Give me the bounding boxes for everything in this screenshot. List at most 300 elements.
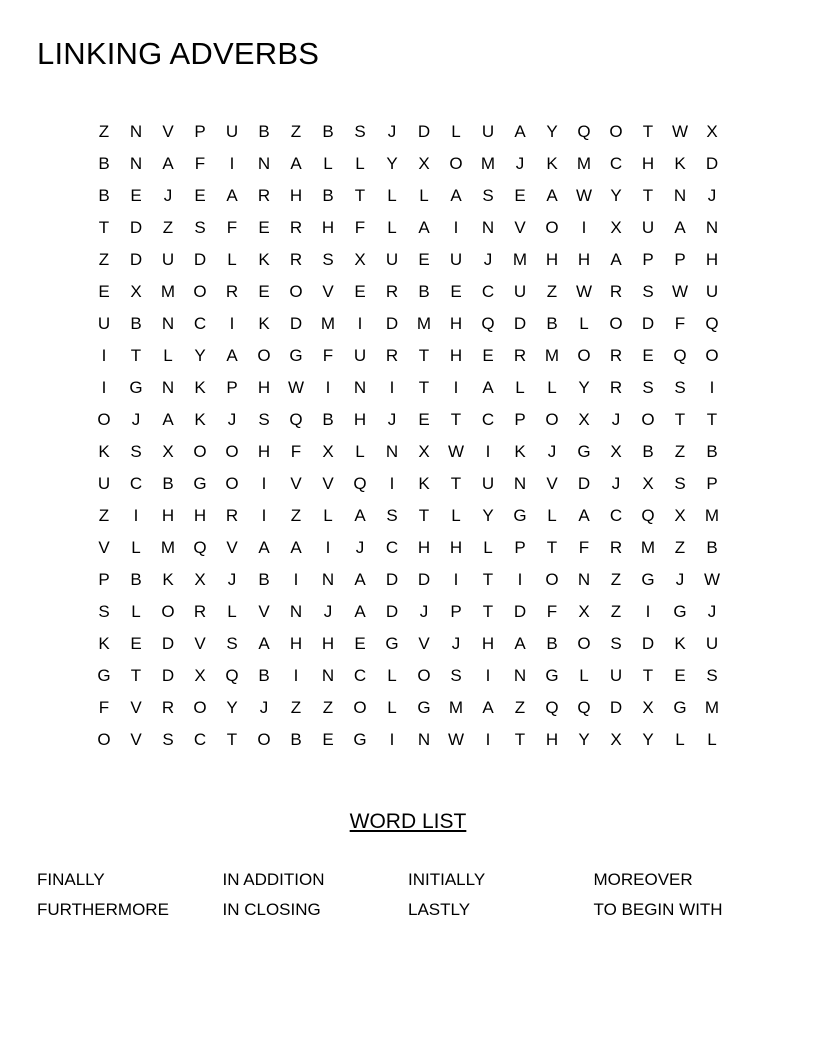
grid-letter: L (515, 378, 525, 397)
grid-letter: R (193, 602, 207, 621)
grid-letter: P (98, 570, 110, 589)
grid-letter: P (642, 250, 654, 269)
grid-letter: W (703, 570, 721, 589)
grid-letter: O (193, 698, 207, 717)
grid-letter: X (162, 442, 174, 461)
grid-letter: D (385, 314, 399, 333)
grid-letter: X (642, 698, 654, 717)
grid-letter: N (705, 218, 719, 237)
grid-letter: A (354, 570, 366, 589)
grid-letter: J (611, 474, 621, 493)
grid-letter: M (704, 698, 720, 717)
grid-letter: I (325, 538, 331, 557)
grid-letter: M (544, 346, 560, 365)
grid-letter: B (130, 314, 142, 333)
grid-letter: D (129, 250, 143, 269)
word-list-item: IN CLOSING (222, 900, 321, 919)
grid-letter: Y (386, 154, 398, 173)
grid-letter: A (354, 506, 366, 525)
grid-letter: T (642, 122, 654, 141)
grid-letter: C (385, 538, 399, 557)
grid-letter: I (229, 314, 235, 333)
grid-letter: E (450, 282, 462, 301)
grid-letter: G (97, 666, 111, 685)
grid-letter: L (387, 218, 397, 237)
grid-letter: I (453, 570, 459, 589)
grid-letter: A (450, 186, 462, 205)
grid-letter: O (257, 346, 271, 365)
grid-letter: I (453, 378, 459, 397)
grid-letter: D (385, 602, 399, 621)
grid-letter: Q (193, 538, 207, 557)
grid-letter: E (258, 282, 270, 301)
grid-letter: I (261, 474, 267, 493)
grid-letter: Z (674, 538, 686, 557)
grid-letter: J (227, 570, 237, 589)
grid-letter: A (226, 186, 238, 205)
grid-letter: X (610, 218, 622, 237)
grid-letter: W (575, 282, 593, 301)
grid-letter: D (289, 314, 303, 333)
grid-letter: I (293, 666, 299, 685)
grid-letter: T (354, 186, 366, 205)
grid-letter: B (130, 570, 142, 589)
grid-letter: N (161, 314, 175, 333)
grid-letter: N (417, 730, 431, 749)
grid-letter: B (290, 730, 302, 749)
grid-letter: I (133, 506, 139, 525)
grid-letter: E (354, 282, 366, 301)
grid-letter: S (322, 250, 334, 269)
grid-letter: V (418, 634, 430, 653)
grid-letter: P (514, 538, 526, 557)
word-list-item: FINALLY (37, 870, 105, 889)
grid-letter: X (194, 666, 206, 685)
grid-letter: B (98, 186, 110, 205)
grid-letter: A (418, 218, 430, 237)
grid-letter: D (641, 634, 655, 653)
grid-letter: C (193, 314, 207, 333)
grid-letter: S (130, 442, 142, 461)
grid-letter: L (131, 538, 141, 557)
grid-letter: Z (98, 250, 110, 269)
grid-letter: J (355, 538, 365, 557)
grid-letter: W (575, 186, 593, 205)
grid-letter: J (419, 602, 429, 621)
grid-letter: L (163, 346, 173, 365)
grid-letter: S (450, 666, 462, 685)
grid-letter: Q (577, 698, 591, 717)
grid-letter: D (577, 474, 591, 493)
grid-letter: M (640, 538, 656, 557)
grid-letter: G (513, 506, 527, 525)
grid-letter: D (417, 570, 431, 589)
grid-letter: N (289, 602, 303, 621)
grid-letter: N (353, 378, 367, 397)
grid-letter: N (513, 666, 527, 685)
grid-letter: L (323, 154, 333, 173)
grid-letter: H (257, 442, 271, 461)
grid-letter: O (577, 634, 591, 653)
grid-letter: H (449, 346, 463, 365)
grid-letter: O (545, 570, 559, 589)
grid-letter: R (225, 282, 239, 301)
grid-letter: L (227, 602, 237, 621)
grid-letter: L (451, 506, 461, 525)
grid-letter: S (354, 122, 366, 141)
grid-letter: N (129, 154, 143, 173)
grid-letter: O (641, 410, 655, 429)
grid-letter: R (289, 250, 303, 269)
grid-letter: T (642, 186, 654, 205)
grid-letter: O (449, 154, 463, 173)
grid-letter: C (481, 282, 495, 301)
grid-letter: J (675, 570, 685, 589)
grid-letter: M (160, 538, 176, 557)
grid-letter: A (290, 154, 302, 173)
grid-letter: C (481, 410, 495, 429)
grid-letter: H (289, 186, 303, 205)
grid-letter: D (193, 250, 207, 269)
grid-letter: N (513, 474, 527, 493)
grid-letter: U (353, 346, 367, 365)
grid-letter: I (389, 378, 395, 397)
grid-letter: K (194, 378, 206, 397)
grid-letter: A (290, 538, 302, 557)
grid-letter: E (130, 634, 142, 653)
grid-letter: I (453, 218, 459, 237)
grid-letter: O (193, 282, 207, 301)
grid-letter: I (101, 378, 107, 397)
grid-letter: T (418, 346, 430, 365)
grid-letter: T (514, 730, 526, 749)
grid-letter: X (610, 442, 622, 461)
grid-letter: H (577, 250, 591, 269)
grid-letter: U (481, 474, 495, 493)
grid-letter: V (514, 218, 526, 237)
grid-letter: K (194, 410, 206, 429)
grid-letter: X (674, 506, 686, 525)
grid-letter: D (161, 666, 175, 685)
grid-letter: F (194, 154, 206, 173)
word-list-title: WORD LIST (349, 810, 467, 833)
grid-letter: M (576, 154, 592, 173)
grid-letter: R (385, 346, 399, 365)
grid-letter: I (645, 602, 651, 621)
grid-letter: T (130, 666, 142, 685)
grid-letter: D (417, 122, 431, 141)
grid-letter: B (162, 474, 174, 493)
grid-letter: Y (642, 730, 654, 749)
word-search-grid (88, 116, 728, 756)
grid-letter: A (610, 250, 622, 269)
grid-letter: G (577, 442, 591, 461)
grid-letter: J (483, 250, 493, 269)
grid-letter: H (257, 378, 271, 397)
grid-letter: J (707, 602, 717, 621)
grid-letter: Z (610, 602, 622, 621)
grid-letter: E (418, 410, 430, 429)
grid-letter: H (161, 506, 175, 525)
grid-letter: V (130, 730, 142, 749)
grid-letter: I (389, 730, 395, 749)
grid-letter: B (418, 282, 430, 301)
grid-letter: S (674, 474, 686, 493)
grid-letter: U (161, 250, 175, 269)
grid-letter: O (161, 602, 175, 621)
grid-letter: I (709, 378, 715, 397)
grid-letter: T (450, 410, 462, 429)
grid-letter: I (293, 570, 299, 589)
grid-letter: R (225, 506, 239, 525)
grid-letter: B (642, 442, 654, 461)
grid-letter: S (642, 282, 654, 301)
grid-letter: P (450, 602, 462, 621)
grid-letter: K (258, 250, 270, 269)
grid-letter: K (258, 314, 270, 333)
grid-letter: L (227, 250, 237, 269)
grid-letter: O (289, 282, 303, 301)
grid-letter: Z (514, 698, 526, 717)
grid-letter: U (609, 666, 623, 685)
grid-letter: Z (290, 698, 302, 717)
grid-letter: F (546, 602, 558, 621)
grid-letter: I (261, 506, 267, 525)
grid-letter: L (387, 186, 397, 205)
grid-letter: I (485, 730, 491, 749)
grid-letter: B (98, 154, 110, 173)
grid-letter: E (642, 346, 654, 365)
grid-letter: I (325, 378, 331, 397)
grid-letter: Y (610, 186, 622, 205)
grid-letter: A (482, 698, 494, 717)
grid-letter: E (322, 730, 334, 749)
grid-letter: H (289, 634, 303, 653)
grid-letter: P (194, 122, 206, 141)
grid-letter: K (674, 634, 686, 653)
grid-letter: V (98, 538, 110, 557)
grid-letter: P (674, 250, 686, 269)
grid-letter: U (705, 634, 719, 653)
grid-letter: N (321, 666, 335, 685)
grid-letter: A (578, 506, 590, 525)
grid-letter: L (483, 538, 493, 557)
grid-letter: H (449, 314, 463, 333)
grid-letter: G (353, 730, 367, 749)
grid-letter: S (482, 186, 494, 205)
grid-letter: O (609, 122, 623, 141)
grid-letter: Z (546, 282, 558, 301)
grid-letter: Q (577, 122, 591, 141)
grid-letter: U (705, 282, 719, 301)
grid-letter: L (579, 314, 589, 333)
grid-letter: I (101, 346, 107, 365)
grid-letter: Q (673, 346, 687, 365)
grid-letter: U (97, 474, 111, 493)
grid-letter: A (674, 218, 686, 237)
grid-letter: L (419, 186, 429, 205)
grid-letter: B (546, 314, 558, 333)
grid-letter: Q (705, 314, 719, 333)
grid-letter: T (418, 506, 430, 525)
grid-letter: V (162, 122, 174, 141)
grid-letter: Z (290, 122, 302, 141)
grid-letter: W (447, 730, 465, 749)
grid-letter: D (385, 570, 399, 589)
grid-letter: M (160, 282, 176, 301)
grid-letter: L (579, 666, 589, 685)
grid-letter: O (353, 698, 367, 717)
grid-letter: I (581, 218, 587, 237)
grid-letter: H (193, 506, 207, 525)
grid-letter: I (485, 442, 491, 461)
grid-letter: M (320, 314, 336, 333)
grid-letter: D (513, 602, 527, 621)
grid-letter: X (130, 282, 142, 301)
grid-letter: N (673, 186, 687, 205)
grid-letter: J (323, 602, 333, 621)
grid-letter: N (385, 442, 399, 461)
grid-letter: H (449, 538, 463, 557)
grid-letter: T (674, 410, 686, 429)
grid-letter: B (258, 122, 270, 141)
grid-letter: X (418, 154, 430, 173)
grid-letter: L (355, 154, 365, 173)
grid-letter: J (515, 154, 525, 173)
grid-letter: W (447, 442, 465, 461)
grid-letter: C (193, 730, 207, 749)
grid-letter: J (387, 410, 397, 429)
grid-letter: X (194, 570, 206, 589)
grid-letter: T (418, 378, 430, 397)
grid-letter: Q (225, 666, 239, 685)
grid-letter: H (321, 218, 335, 237)
grid-letter: Z (162, 218, 174, 237)
grid-letter: E (674, 666, 686, 685)
grid-letter: A (354, 602, 366, 621)
grid-letter: E (514, 186, 526, 205)
grid-letter: L (387, 698, 397, 717)
grid-letter: Q (353, 474, 367, 493)
grid-letter: F (226, 218, 238, 237)
grid-letter: G (673, 602, 687, 621)
grid-letter: Q (289, 410, 303, 429)
grid-letter: R (161, 698, 175, 717)
grid-letter: N (129, 122, 143, 141)
grid-letter: S (194, 218, 206, 237)
grid-letter: K (98, 442, 110, 461)
grid-letter: S (642, 378, 654, 397)
grid-letter: O (225, 474, 239, 493)
grid-letter: H (705, 250, 719, 269)
grid-letter: T (546, 538, 558, 557)
grid-letter: S (706, 666, 718, 685)
grid-letter: L (707, 730, 717, 749)
grid-letter: T (98, 218, 110, 237)
grid-letter: O (577, 346, 591, 365)
grid-letter: V (322, 474, 334, 493)
grid-letter: J (131, 410, 141, 429)
grid-letter: L (547, 378, 557, 397)
grid-letter: F (98, 698, 110, 717)
grid-letter: G (417, 698, 431, 717)
grid-letter: R (385, 282, 399, 301)
grid-letter: D (705, 154, 719, 173)
grid-letter: R (609, 282, 623, 301)
grid-letter: G (129, 378, 143, 397)
grid-letter: X (578, 410, 590, 429)
grid-letter: I (229, 154, 235, 173)
grid-letter: V (546, 474, 558, 493)
grid-letter: O (705, 346, 719, 365)
grid-letter: B (706, 442, 718, 461)
grid-letter: J (707, 186, 717, 205)
grid-letter: Y (578, 730, 590, 749)
grid-letter: F (322, 346, 334, 365)
grid-letter: K (418, 474, 430, 493)
grid-letter: X (354, 250, 366, 269)
grid-letter: T (706, 410, 718, 429)
grid-letter: B (546, 634, 558, 653)
grid-letter: M (512, 250, 528, 269)
grid-letter: X (322, 442, 334, 461)
grid-letter: U (641, 218, 655, 237)
grid-letter: C (129, 474, 143, 493)
grid-letter: G (673, 698, 687, 717)
word-list-item: FURTHERMORE (37, 900, 169, 919)
grid-letter: K (162, 570, 174, 589)
grid-letter: S (98, 602, 110, 621)
grid-letter: E (130, 186, 142, 205)
grid-letter: H (481, 634, 495, 653)
grid-letter: C (609, 154, 623, 173)
grid-letter: J (387, 122, 397, 141)
grid-letter: T (130, 346, 142, 365)
grid-letter: O (609, 314, 623, 333)
grid-letter: E (98, 282, 110, 301)
grid-letter: H (321, 634, 335, 653)
grid-letter: P (706, 474, 718, 493)
grid-letter: C (609, 506, 623, 525)
grid-letter: K (546, 154, 558, 173)
grid-letter: A (226, 346, 238, 365)
grid-letter: J (611, 410, 621, 429)
grid-letter: Q (641, 506, 655, 525)
grid-letter: O (545, 218, 559, 237)
grid-letter: B (258, 570, 270, 589)
grid-letter: B (322, 122, 334, 141)
grid-letter: B (258, 666, 270, 685)
grid-letter: M (480, 154, 496, 173)
grid-letter: B (322, 410, 334, 429)
grid-letter: P (514, 410, 526, 429)
grid-letter: S (162, 730, 174, 749)
grid-letter: J (451, 634, 461, 653)
grid-letter: C (353, 666, 367, 685)
grid-letter: M (704, 506, 720, 525)
grid-letter: W (671, 282, 689, 301)
word-list (37, 868, 779, 928)
grid-letter: U (385, 250, 399, 269)
grid-letter: V (322, 282, 334, 301)
grid-letter: N (481, 218, 495, 237)
grid-letter: I (389, 474, 395, 493)
grid-letter: V (226, 538, 238, 557)
grid-letter: M (416, 314, 432, 333)
grid-letter: V (258, 602, 270, 621)
grid-letter: L (131, 602, 141, 621)
grid-letter: S (674, 378, 686, 397)
